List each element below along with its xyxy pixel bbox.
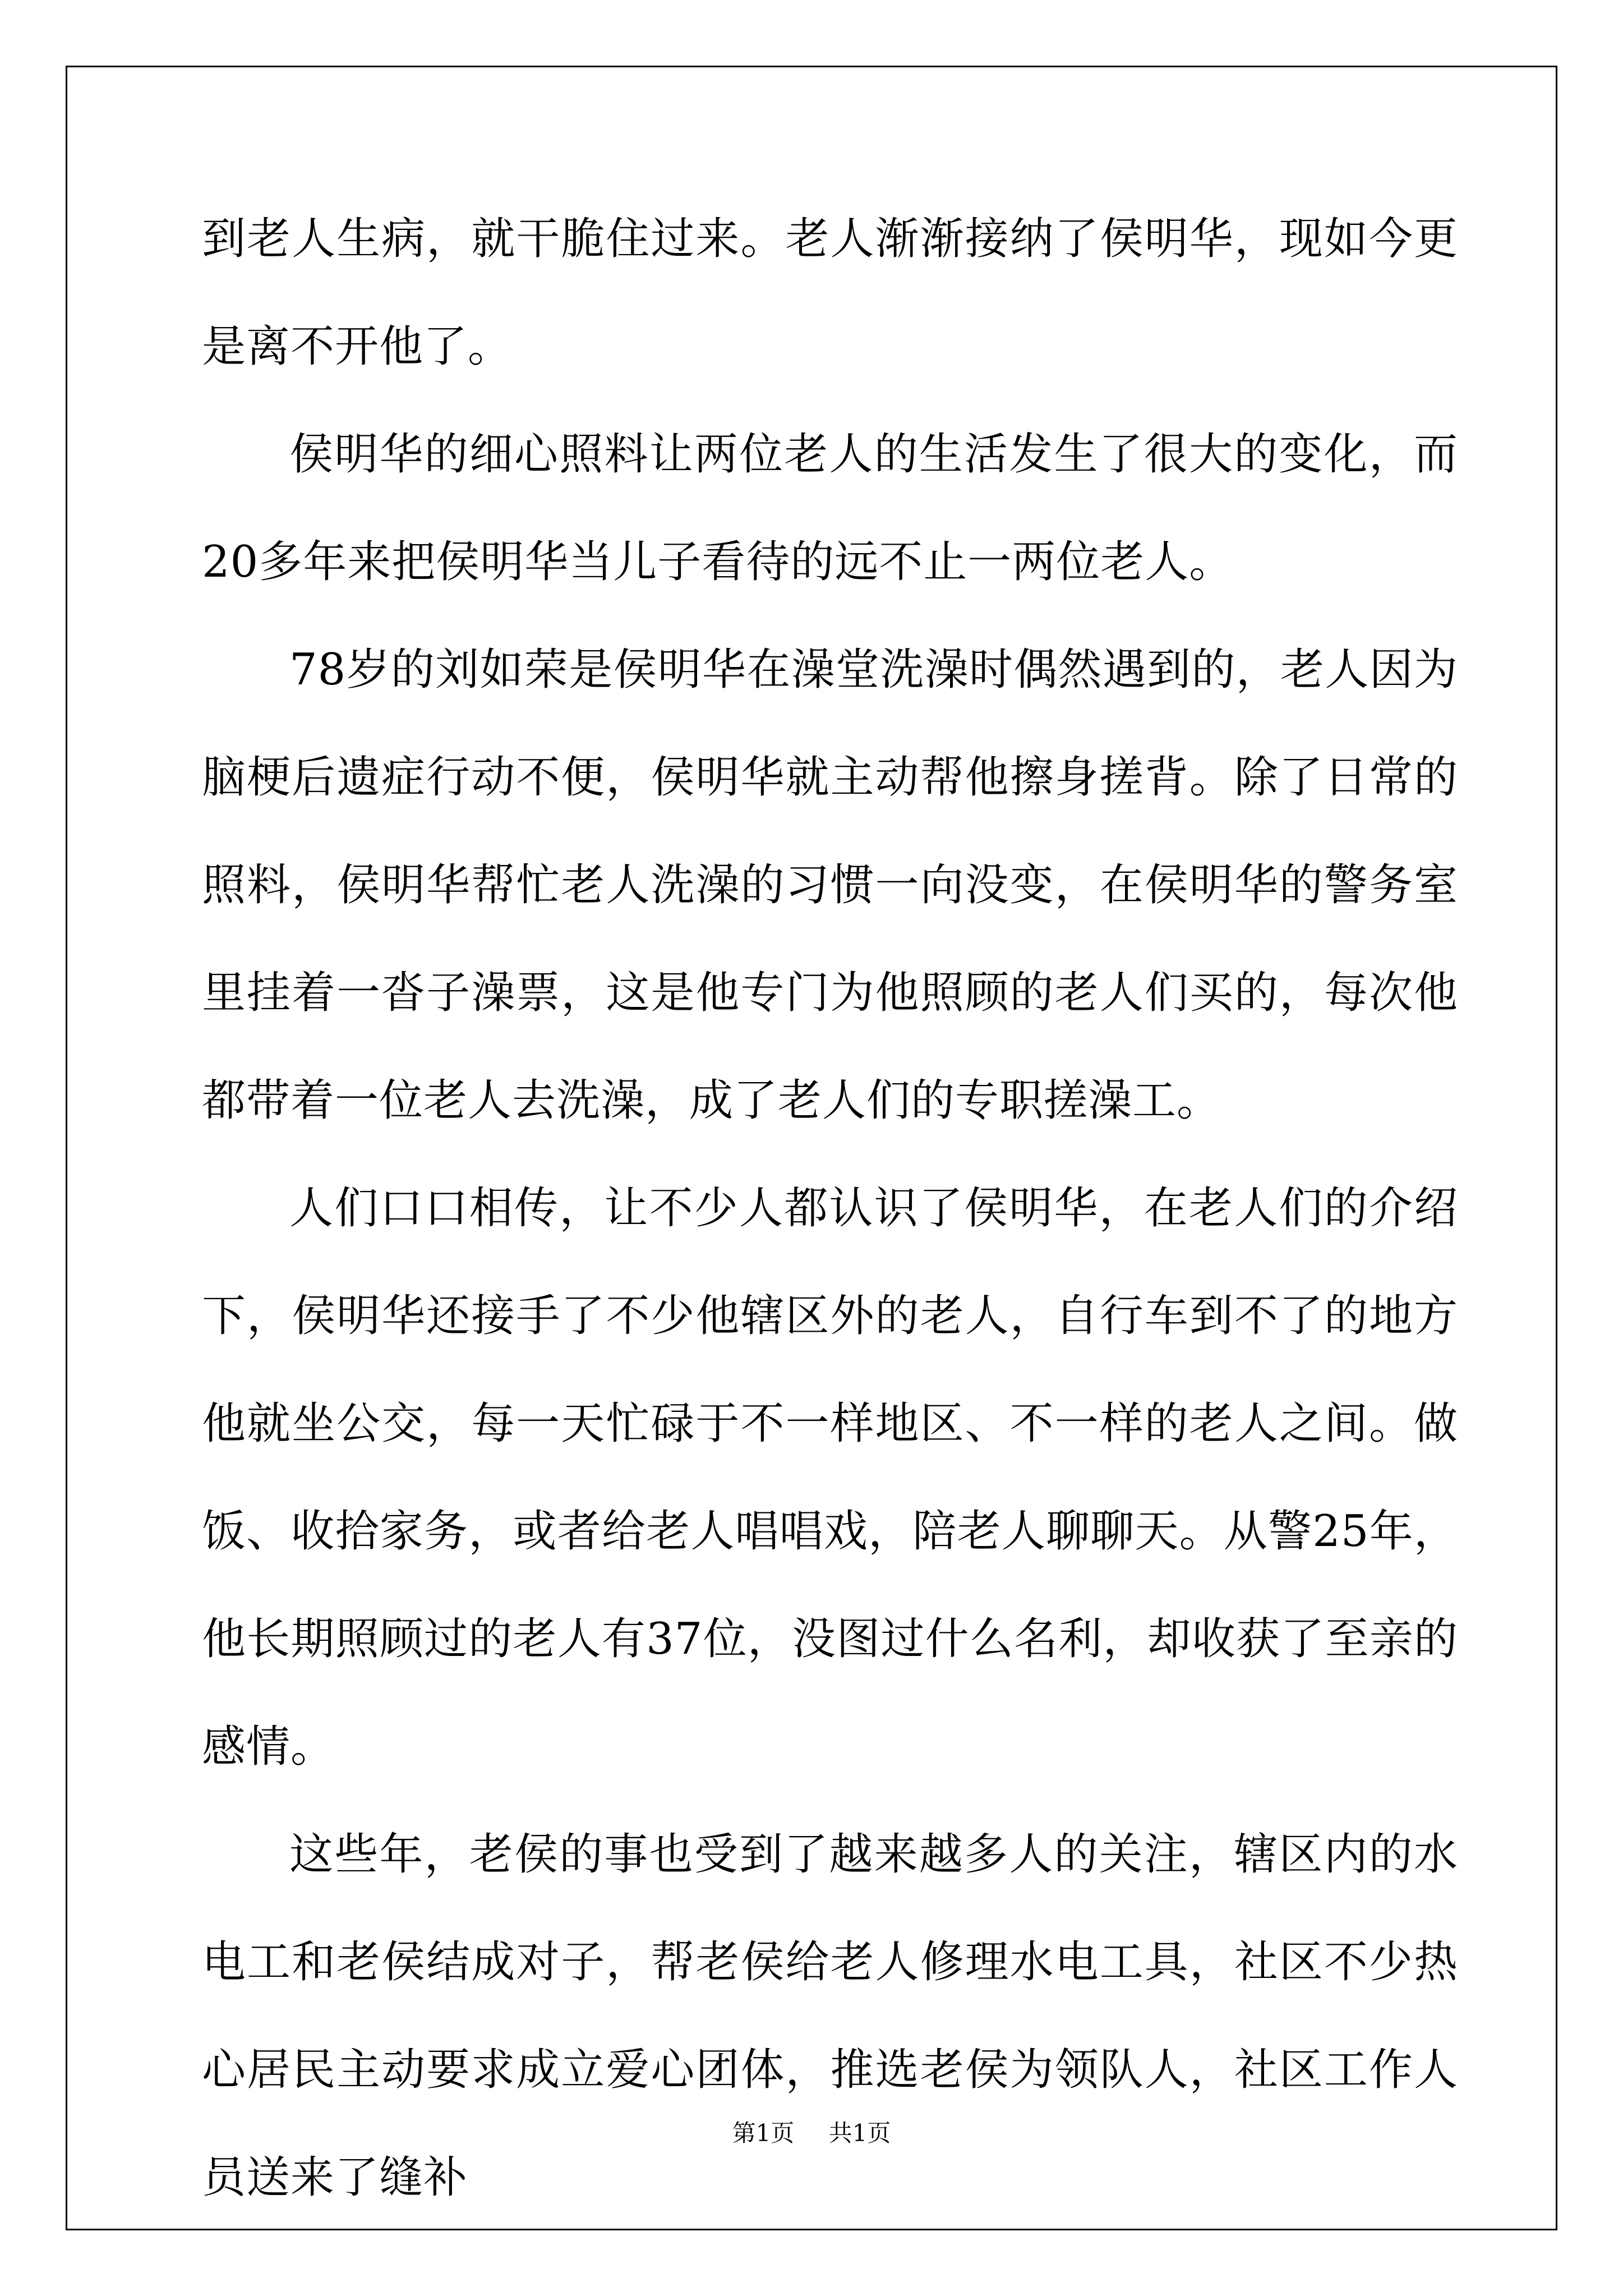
page-total: 共1页	[828, 2119, 891, 2147]
page-number: 第1页	[732, 2119, 795, 2147]
page-footer	[0, 2115, 1623, 2148]
paragraph-1: 到老人生病，就干脆住过来。老人渐渐接纳了侯明华，现如今更是离不开他了。	[202, 214, 1458, 372]
paragraph-3: 78岁的刘如荣是侯明华在澡堂洗澡时偶然遇到的，老人因为脑梗后遗症行动不便，侯明华就主动帮他擦身搓背。除了日常的照料，侯明华帮忙老人洗澡的习惯一向没变，在侯明华的警务室里挂着一沓子澡票，这是他专门为他照顾的老人们买的，每次他都带着一位老人去洗澡，成了老人们的专职搓澡工。	[202, 645, 1458, 1126]
paragraph-5: 这些年，老侯的事也受到了越来越多人的关注，辖区内的水电工和老侯结成对子，帮老侯给老人修理水电工具，社区不少热心居民主动要求成立爱心团体，推选老侯为领队人，社区工作人员送来了缝补	[202, 1829, 1458, 2203]
document-body	[202, 185, 1458, 2231]
paragraph-2: 侯明华的细心照料让两位老人的生活发生了很大的变化，而20多年来把侯明华当儿子看待的远不止一两位老人。	[202, 429, 1458, 587]
paragraph-4: 人们口口相传，让不少人都认识了侯明华，在老人们的介绍下，侯明华还接手了不少他辖区外的老人，自行车到不了的地方他就坐公交，每一天忙碌于不一样地区、不一样的老人之间。做饭、收拾家务，或者给老人唱唱戏，陪老人聊聊天。从警25年，他长期照顾过的老人有37位，没图过什么名利，却收获了至亲的感情。	[202, 1183, 1458, 1772]
